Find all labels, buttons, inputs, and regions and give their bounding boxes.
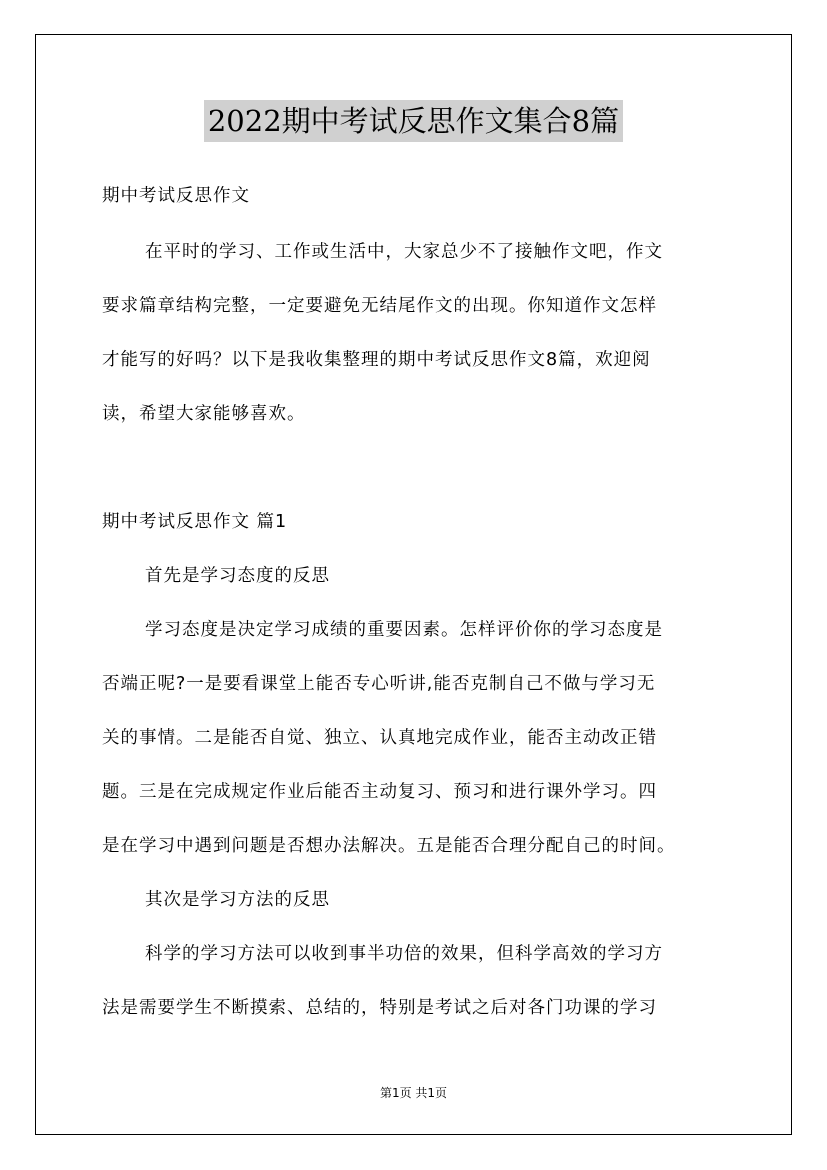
para1-line-1: 学习态度是决定学习成绩的重要因素。怎样评价你的学习态度是 <box>145 620 663 640</box>
para1-line-4: 题。三是在完成规定作业后能否主动复习、预习和进行课外学习。四 <box>102 782 657 802</box>
subheading-method: 其次是学习方法的反思 <box>145 890 330 910</box>
title-wrap <box>0 100 827 142</box>
intro-line-4: 读，希望大家能够喜欢。 <box>102 404 306 424</box>
section-heading: 期中考试反思作文 <box>102 186 250 206</box>
para2-line-2: 法是需要学生不断摸索、总结的，特别是考试之后对各门功课的学习 <box>102 998 657 1018</box>
intro-line-2: 要求篇章结构完整，一定要避免无结尾作文的出现。你知道作文怎样 <box>102 296 657 316</box>
document-title: 2022期中考试反思作文集合8篇 <box>204 100 623 142</box>
intro-line-1: 在平时的学习、工作或生活中，大家总少不了接触作文吧，作文 <box>145 242 663 262</box>
intro-line-3: 才能写的好吗？以下是我收集整理的期中考试反思作文8篇，欢迎阅 <box>102 350 651 370</box>
para1-line-2: 否端正呢?一是要看课堂上能否专心听讲,能否克制自己不做与学习无 <box>102 674 656 694</box>
para1-line-5: 是在学习中遇到问题是否想办法解决。五是能否合理分配自己的时间。 <box>102 836 676 856</box>
para1-line-3: 关的事情。二是能否自觉、独立、认真地完成作业，能否主动改正错 <box>102 728 657 748</box>
page-footer: 第1页 共1页 <box>379 1086 448 1100</box>
subheading-attitude: 首先是学习态度的反思 <box>145 566 330 586</box>
article-heading: 期中考试反思作文 篇1 <box>102 512 288 532</box>
para2-line-1: 科学的学习方法可以收到事半功倍的效果，但科学高效的学习方 <box>145 944 663 964</box>
